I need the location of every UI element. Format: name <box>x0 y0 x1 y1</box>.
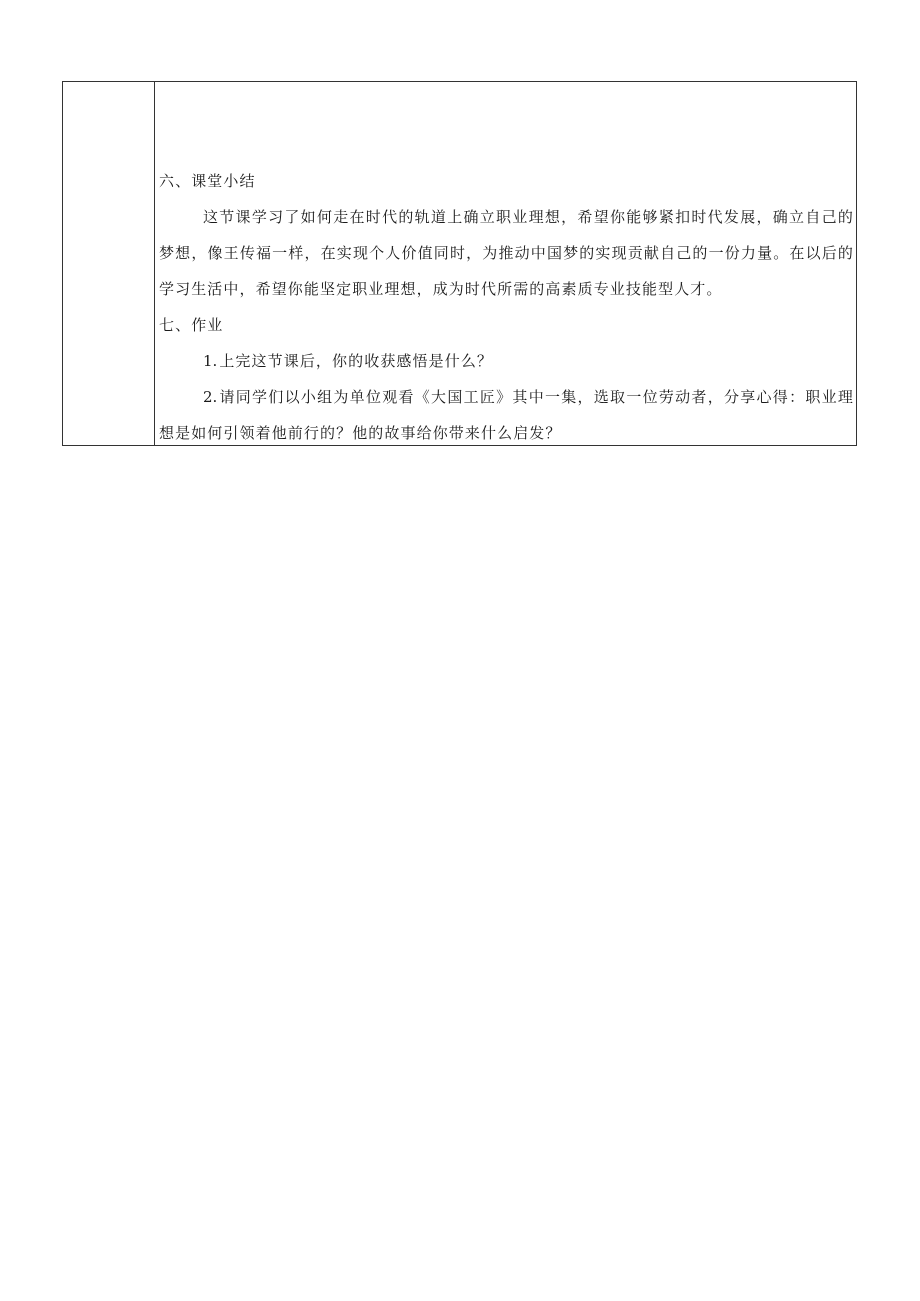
lesson-table <box>62 81 857 446</box>
homework-item-1 <box>159 343 854 379</box>
left-label-cell <box>63 82 155 445</box>
summary-heading: 六、课堂小结 <box>159 172 256 190</box>
content-cell <box>155 82 856 445</box>
homework-item-text: 请同学们以小组为单位观看《大国工匠》其中一集，选取一位劳动者，分享心得：职业理想是如何引领着他前行的？他的故事给你带来什么启发？ <box>159 388 854 442</box>
homework-item-number: 2. <box>203 388 218 406</box>
homework-item-number: 1. <box>203 352 218 370</box>
homework-item-text: 上完这节课后，你的收获感悟是什么？ <box>219 352 494 370</box>
homework-item-2 <box>159 379 854 451</box>
summary-paragraph: 这节课学习了如何走在时代的轨道上确立职业理想，希望你能够紧扣时代发展，确立自己的梦想，像王传福一样，在实现个人价值同时，为推动中国梦的实现贡献自己的一份力量。在以后的学习生活中，希望你能坚定职业理想，成为时代所需的高素质专业技能型人才。 <box>159 208 854 298</box>
homework-heading: 七、作业 <box>159 316 224 334</box>
